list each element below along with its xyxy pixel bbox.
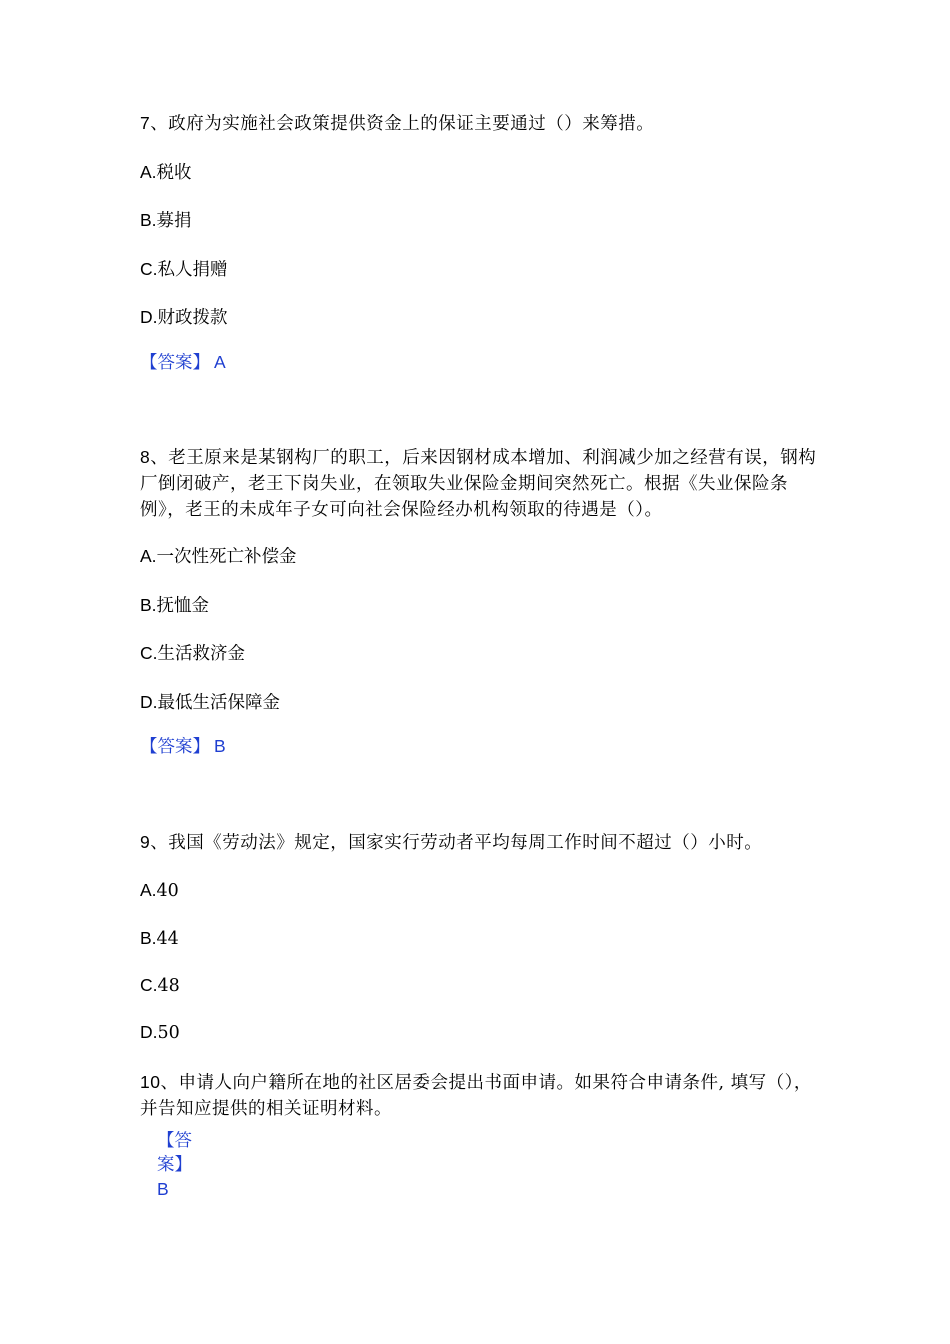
question-9-option-b: B.44 bbox=[140, 928, 179, 949]
question-8-option-b: B.抚恤金 bbox=[140, 595, 210, 616]
question-7-option-a: A.税收 bbox=[140, 162, 192, 183]
question-7-text: 7、政府为实施社会政策提供资金上的保证主要通过（）来筹措。 bbox=[140, 113, 655, 134]
question-7-option-d: D.财政拨款 bbox=[140, 307, 228, 328]
question-8-option-d: D.最低生活保障金 bbox=[140, 692, 280, 713]
question-8-option-a: A.一次性死亡补偿金 bbox=[140, 546, 297, 567]
question-9-option-d: D.50 bbox=[140, 1022, 180, 1043]
question-10-answer-label-line1: 【答 bbox=[157, 1131, 192, 1151]
question-9-option-c: C.48 bbox=[140, 975, 180, 996]
question-9-option-a: A.40 bbox=[140, 880, 179, 901]
question-9-text: 9、我国《劳动法》规定，国家实行劳动者平均每周工作时间不超过（）小时。 bbox=[140, 832, 763, 853]
question-10-answer-label-line2: 案】B bbox=[157, 1155, 192, 1199]
question-8-text: 8、老王原来是某钢构厂的职工，后来因钢材成本增加、利润减少加之经营有误，钢构厂倒闭破产，老王下岗失业，在领取失业保险金期间突然死亡。根据《失业保险条例》，老王的未成年子女可向社会保险经办机构领取的待遇是（）。 bbox=[140, 447, 817, 520]
question-7-answer: 【答案】 A bbox=[140, 352, 226, 373]
question-8-option-c: C.生活救济金 bbox=[140, 643, 245, 664]
question-10-answer-value: B bbox=[157, 1179, 169, 1199]
question-10-answer bbox=[157, 1129, 201, 1202]
question-7-option-c: C.私人捐赠 bbox=[140, 259, 228, 280]
question-7-option-b: B.募捐 bbox=[140, 210, 192, 231]
question-8-answer: 【答案】 B bbox=[140, 736, 226, 757]
question-10-text: 10、申请人向户籍所在地的社区居委会提出书面申请。如果符合申请条件, 填写（），并告知应提供的相关证明材料。 bbox=[140, 1072, 812, 1119]
